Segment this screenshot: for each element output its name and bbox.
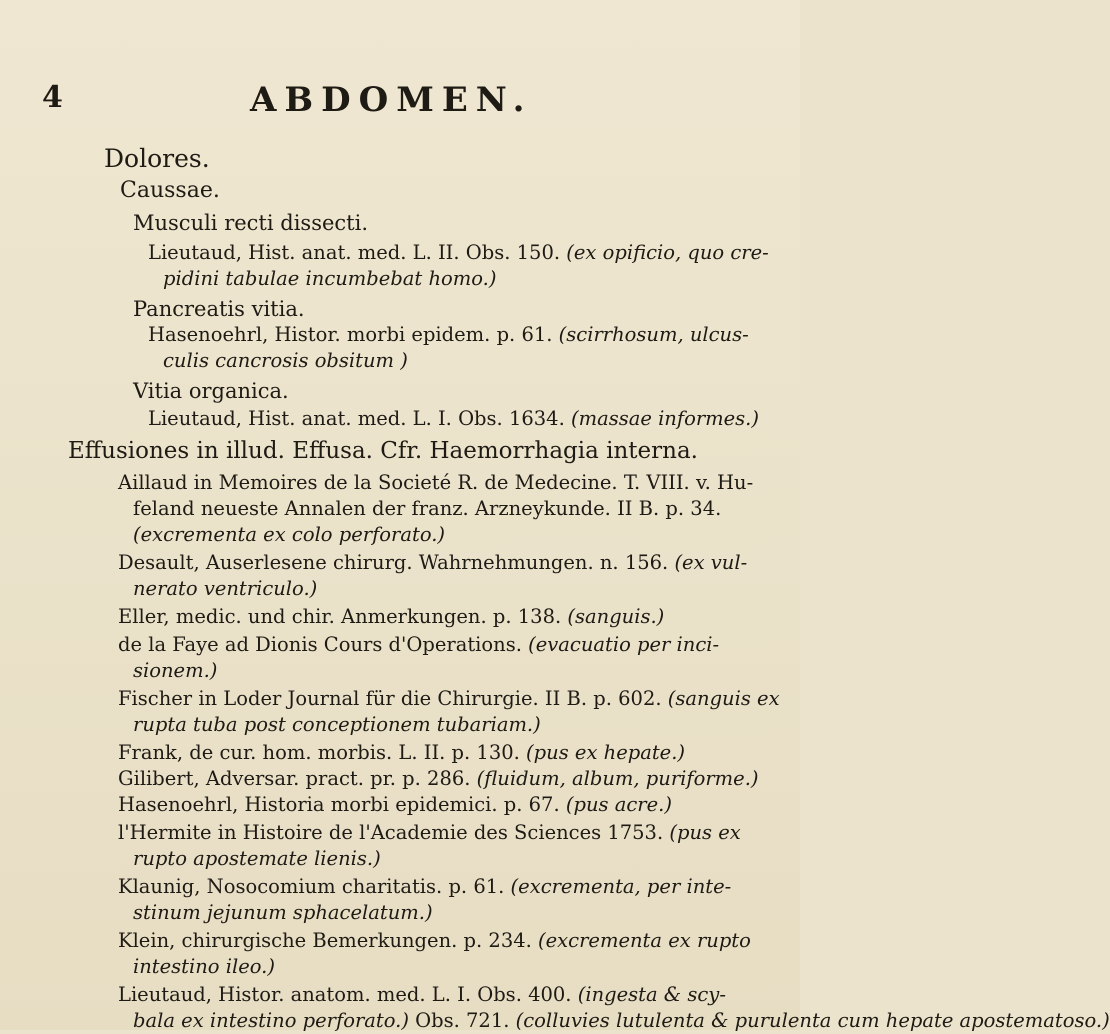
entry-hasenoehrl-1: Hasenoehrl, Histor. morbi epidem. p. 61. (scirrhosum, ulcus- [148, 323, 749, 346]
entry-klein-cont: intestino ileo.) [133, 955, 275, 978]
subheading-caussae: Caussae. [120, 178, 220, 203]
entry-aillaud-cont: feland neueste Annalen der franz. Arzneykunde. II B. p. 34. [133, 497, 722, 520]
entry-aillaud-note: (excrementa ex colo perforato.) [133, 523, 446, 546]
entry-eller: Eller, medic. und chir. Anmerkungen. p. 138. (sanguis.) [118, 605, 665, 628]
page-header [0, 80, 800, 120]
entry-klaunig-cont: stinum jejunum sphacelatum.) [133, 901, 433, 924]
page-number: 4 [42, 80, 63, 115]
entry-lieutaud-2: Lieutaud, Hist. anat. med. L. I. Obs. 1634. (massae informes.) [148, 407, 759, 430]
entry-lhermite: l'Hermite in Histoire de l'Academie des Sciences 1753. (pus ex [118, 821, 741, 844]
entry-klaunig: Klaunig, Nosocomium charitatis. p. 61. (excrementa, per inte- [118, 875, 732, 898]
entry-gilibert: Gilibert, Adversar. pract. pr. p. 286. (fluidum, album, puriforme.) [118, 767, 759, 790]
cause-pancreatis: Pancreatis vitia. [133, 297, 305, 321]
entry-lieutaud-1: Lieutaud, Hist. anat. med. L. II. Obs. 150. (ex opificio, quo cre- [148, 241, 769, 264]
entry-lieutaud-3: Lieutaud, Histor. anatom. med. L. I. Obs. 400. (ingesta & scy- [118, 983, 726, 1006]
entry-la-faye-cont: sionem.) [133, 659, 218, 682]
entry-hasenoehrl-2: Hasenoehrl, Historia morbi epidemici. p. 67. (pus acre.) [118, 793, 672, 816]
entry-fischer: Fischer in Loder Journal für die Chirurgie. II B. p. 602. (sanguis ex [118, 687, 780, 710]
entry-frank: Frank, de cur. hom. morbis. L. II. p. 130. (pus ex hepate.) [118, 741, 686, 764]
entry-lieutaud-1-cont: pidini tabulae incumbebat homo.) [163, 267, 497, 290]
entry-lieutaud-3-cont: bala ex intestino perforato.) Obs. 721. (colluvies lutulenta & purulenta cum hepate apostematoso.) [133, 1009, 1110, 1032]
cause-musculi: Musculi recti dissecti. [133, 211, 368, 235]
entry-lhermite-cont: rupto apostemate lienis.) [133, 847, 381, 870]
entry-aillaud: Aillaud in Memoires de la Societé R. de Medecine. T. VIII. v. Hu- [118, 471, 754, 494]
heading-dolores: Dolores. [104, 144, 210, 173]
cause-vitia: Vitia organica. [133, 379, 289, 403]
entry-fischer-cont: rupta tuba post conceptionem tubariam.) [133, 713, 541, 736]
heading-effusiones: Effusiones in illud. Effusa. Cfr. Haemorrhagia interna. [68, 438, 698, 464]
entry-la-faye: de la Faye ad Dionis Cours d'Operations. (evacuatio per inci- [118, 633, 720, 656]
entry-desault: Desault, Auserlesene chirurg. Wahrnehmungen. n. 156. (ex vul- [118, 551, 748, 574]
running-title: ABDOMEN. [250, 80, 533, 120]
entry-klein: Klein, chirurgische Bemerkungen. p. 234. (excrementa ex rupto [118, 929, 751, 952]
entry-desault-cont: nerato ventriculo.) [133, 577, 318, 600]
entry-hasenoehrl-1-cont: culis cancrosis obsitum ) [163, 349, 408, 372]
